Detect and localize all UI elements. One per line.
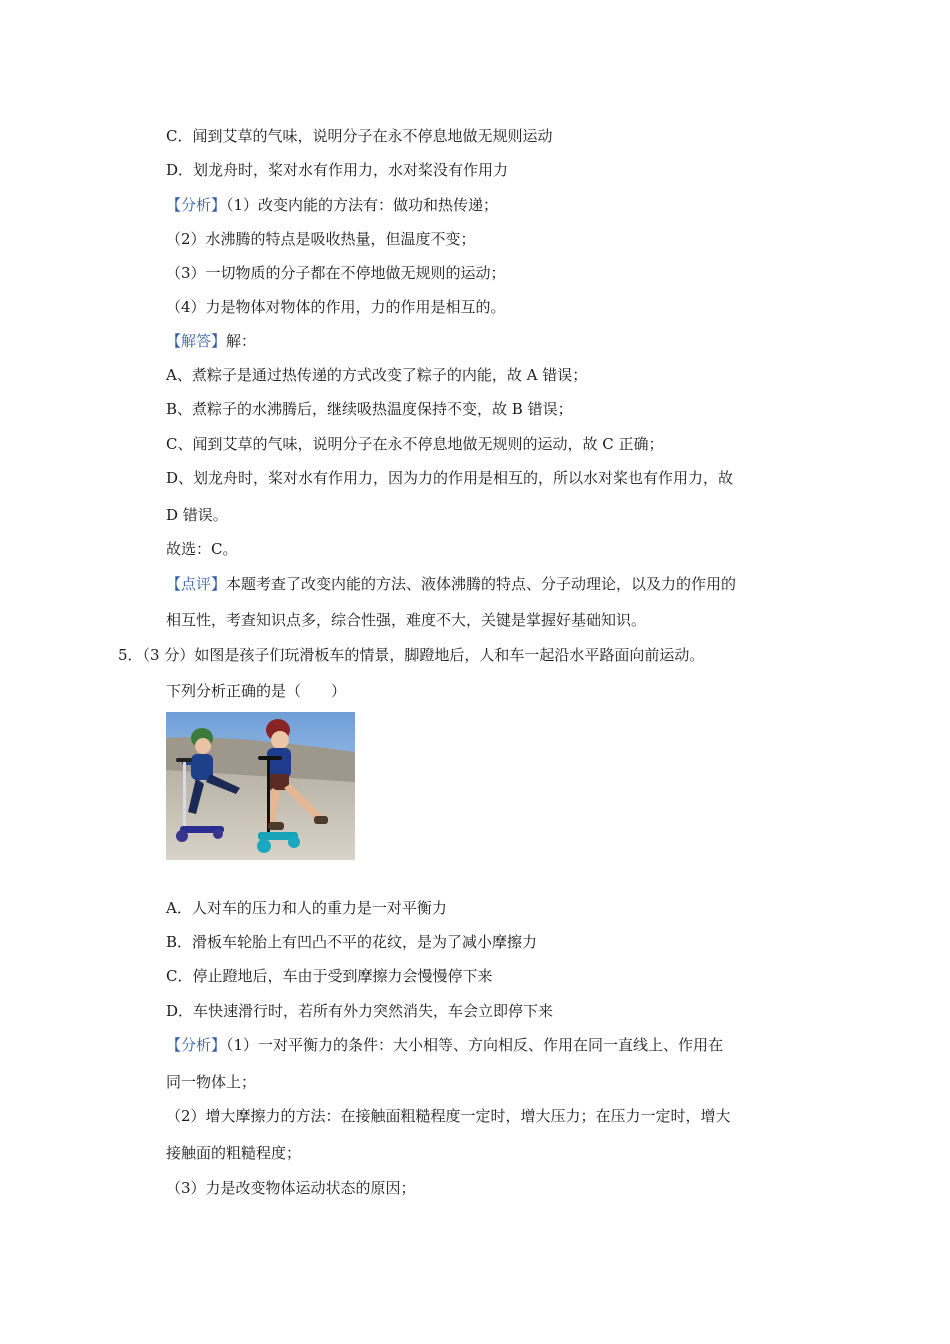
q5-analysis-line-2b: 接触面的粗糙程度；: [166, 1144, 302, 1162]
prev-analysis-line-3: （3）一切物质的分子都在不停地做无规则的运动；: [166, 264, 506, 282]
prev-analysis-line-2: （2）水沸腾的特点是吸收热量，但温度不变；: [166, 230, 476, 248]
q5-analysis-line-3: （3）力是改变物体运动状态的原因；: [166, 1179, 416, 1197]
analysis-text: （1）一对平衡力的条件：大小相等、方向相反、作用在同一直线上、作用在: [226, 1036, 724, 1054]
prev-comment-line-1: [166, 574, 816, 594]
q5-option-d: D．车快速滑行时，若所有外力突然消失，车会立即停下来: [166, 1002, 554, 1020]
q5-option-a: A．人对车的压力和人的重力是一对平衡力: [166, 899, 447, 917]
prev-option-d: D．划龙舟时，桨对水有作用力，水对桨没有作用力: [166, 161, 509, 179]
prev-choice: 故选：C。: [166, 540, 238, 558]
prev-comment-line-2: 相互性，考查知识点多，综合性强，难度不大，关键是掌握好基础知识。: [166, 611, 647, 629]
prev-answer-b: B、煮粽子的水沸腾后，继续吸热温度保持不变，故 B 错误；: [166, 400, 573, 418]
q5-option-b: B．滑板车轮胎上有凹凸不平的花纹，是为了减小摩擦力: [166, 933, 538, 951]
prev-answer-heading: [166, 331, 816, 351]
answer-intro: 解：: [226, 332, 257, 350]
q5-analysis-line-1b: 同一物体上；: [166, 1073, 257, 1091]
prev-answer-d-line-2: D 错误。: [166, 506, 228, 524]
prev-analysis-line-1: [166, 195, 816, 215]
prev-answer-c: C、闻到艾草的气味，说明分子在永不停息地做无规则的运动，故 C 正确；: [166, 435, 664, 453]
analysis-tag: 【分析】: [166, 1036, 227, 1054]
prev-analysis-line-4: （4）力是物体对物体的作用，力的作用是相互的。: [166, 298, 506, 316]
answer-tag: 【解答】: [166, 332, 227, 350]
q5-stem-line-2: 下列分析正确的是（ ）: [166, 682, 347, 700]
analysis-tag: 【分析】: [166, 196, 227, 214]
comment-tag: 【点评】: [166, 575, 227, 593]
q5-option-c: C．停止蹬地后，车由于受到摩擦力会慢慢停下来: [166, 967, 493, 985]
prev-answer-d-line-1: D、划龙舟时，桨对水有作用力，因为力的作用是相互的，所以水对桨也有作用力，故: [166, 469, 734, 487]
q5-analysis-line-1: [166, 1035, 816, 1055]
q5-analysis-line-2: （2）增大摩擦力的方法：在接触面粗糙程度一定时，增大压力；在压力一定时，增大: [166, 1107, 731, 1125]
analysis-text: （1）改变内能的方法有：做功和热传递；: [226, 196, 499, 214]
kids-on-scooters-photo: [166, 712, 355, 860]
q5-stem-line-1: 5．（3 分）如图是孩子们玩滑板车的情景，脚蹬地后，人和车一起沿水平路面向前运动。: [118, 646, 705, 664]
comment-text: 本题考查了改变内能的方法、液体沸腾的特点、分子动理论，以及力的作用的: [226, 575, 737, 593]
prev-answer-a: A、煮粽子是通过热传递的方式改变了粽子的内能，故 A 错误；: [166, 366, 588, 384]
prev-option-c: C．闻到艾草的气味，说明分子在永不停息地做无规则运动: [166, 127, 553, 145]
